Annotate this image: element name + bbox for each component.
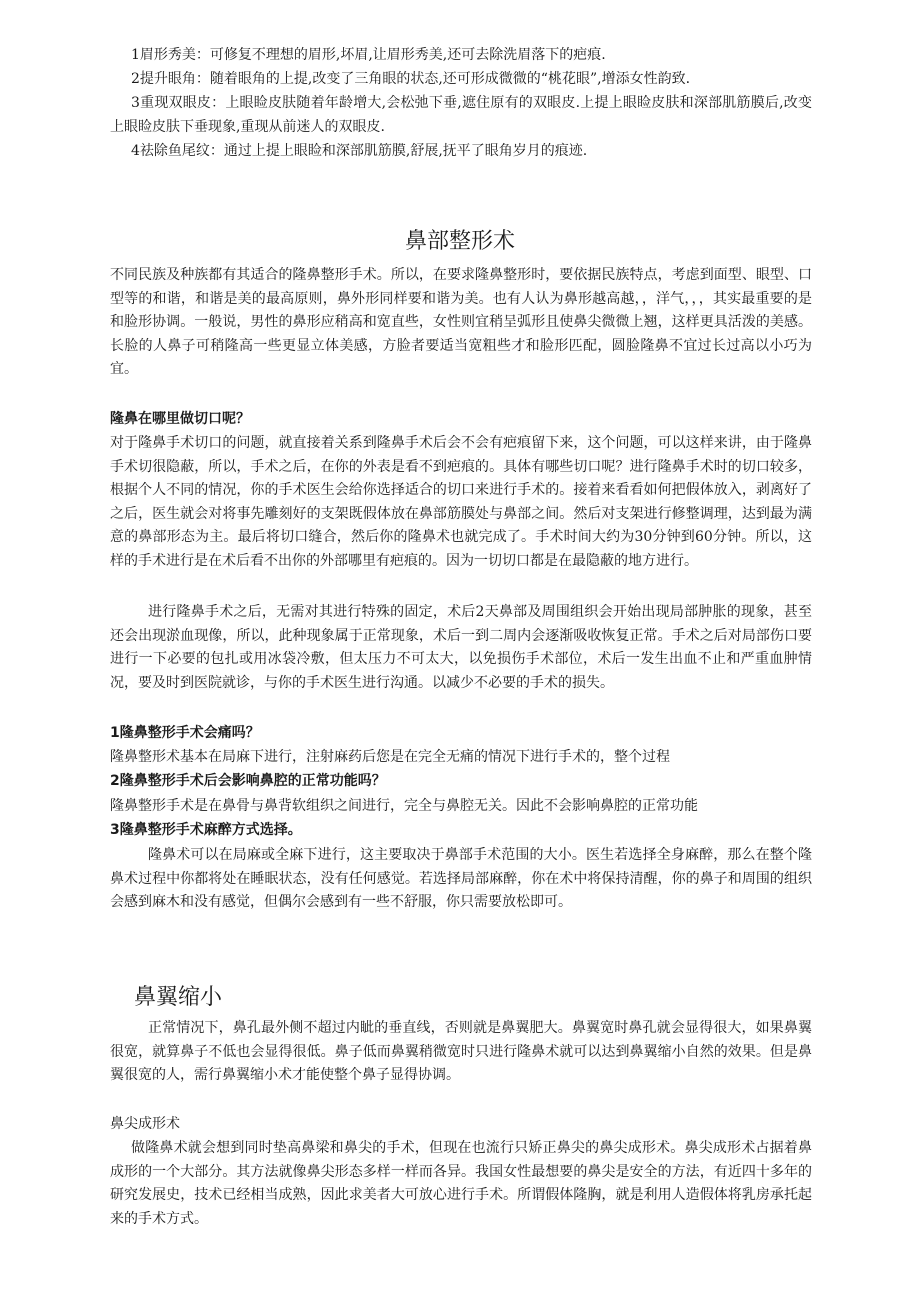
section-title-rhinoplasty: 鼻部整形术 (404, 229, 515, 254)
faq1-answer: 隆鼻整形术基本在局麻下进行，注射麻药后您是在完全无痛的情况下进行手术的，整个过程 (110, 749, 670, 765)
faq2-question: 2隆鼻整形手术后会影响鼻腔的正常功能吗？ (110, 773, 386, 789)
tip-plasty-heading: 鼻尖成形术 (110, 1116, 180, 1132)
faq3-answer: 隆鼻术可以在局麻或全麻下进行，这主要取决于鼻部手术范围的大小。医生若选择全身麻醉，那么在整个隆鼻术过程中你都将处在睡眠状态，没有任何感觉。若选择局部麻醉，你在术中将保持清醒，你的鼻子和周围的组织会感到麻木和没有感觉，但偶尔会感到有一些不舒服，你只需要放松即可。 (110, 847, 812, 910)
faq1-question: 1隆鼻整形手术会痛吗？ (110, 725, 260, 741)
incision-question-heading: 隆鼻在哪里做切口呢？ (110, 411, 250, 427)
intro-item-3: 3重现双眼皮：上眼睑皮肤随着年龄增大,会松弛下垂,遮住原有的双眼皮.上提上眼睑皮肤和深部肌筋膜后,改变上眼睑皮肤下垂现象,重现从前迷人的双眼皮. (110, 95, 812, 135)
tip-plasty-paragraph: 做隆鼻术就会想到同时垫高鼻梁和鼻尖的手术，但现在也流行只矫正鼻尖的鼻尖成形术。鼻尖成形术占据着鼻成形的一个大部分。其方法就像鼻尖形态多样一样而各异。我国女性最想要的鼻尖是安全的方法，有近四十多年的研究发展史，技术已经相当成熟，因此求美者大可放心进行手术。所谓假体隆胸，就是利用人造假体将乳房承托起来的手术方式。 (110, 1140, 812, 1227)
incision-answer-paragraph: 对于隆鼻手术切口的问题，就直接着关系到隆鼻手术后会不会有疤痕留下来，这个问题，可以这样来讲，由于隆鼻手术切很隐蔽，所以，手术之后，在你的外表是看不到疤痕的。具体有哪些切口呢？进行隆鼻手术时的切口较多，根据个人不同的情况，你的手术医生会给你选择适合的切口来进行手术的。接着来看看如何把假体放入，剥离好了之后，医生就会对将事先雕刻好的支架既假体放在鼻部筋膜处与鼻部之间。然后对支架进行修整调理，达到最为满意的鼻部形态为主。最后将切口缝合，然后你的隆鼻术也就完成了。手术时间大约为30分钟到60分钟。所以，这样的手术进行是在术后看不出你的外部哪里有疤痕的。因为一切切口都是在最隐蔽的地方进行。 (110, 435, 812, 569)
intro-item-2: 2提升眼角：随着眼角的上提,改变了三角眼的状态,还可形成微微的“桃花眼”,增添女性韵致. (131, 71, 691, 87)
alar-reduction-paragraph: 正常情况下，鼻孔最外侧不超过内眦的垂直线，否则就是鼻翼肥大。鼻翼宽时鼻孔就会显得很大，如果鼻翼很宽，就算鼻子不低也会显得很低。鼻子低而鼻翼稍微宽时只进行隆鼻术就可以达到鼻翼缩小自然的效果。但是鼻翼很宽的人，需行鼻翼缩小术才能使整个鼻子显得协调。 (110, 1020, 812, 1083)
faq3-question: 3隆鼻整形手术麻醉方式选择。 (110, 822, 302, 838)
section-title-alar-reduction: 鼻翼缩小 (134, 985, 223, 1010)
intro-item-4: 4祛除鱼尾纹：通过上提上眼睑和深部肌筋膜,舒展,抚平了眼角岁月的痕迹. (131, 143, 588, 159)
intro-item-1: 1眉形秀美：可修复不理想的眉形,坏眉,让眉形秀美,还可去除洗眉落下的疤痕. (131, 47, 606, 63)
rhinoplasty-intro-paragraph: 不同民族及种族都有其适合的隆鼻整形手术。所以，在要求隆鼻整形时，要依据民族特点，考虑到面型、眼型、口型等的和谐，和谐是美的最高原则，鼻外形同样要和谐为美。也有人认为鼻形越高越，，洋气，，，其实最重要的是和脸形协调。一般说，男性的鼻形应稍高和宽直些，女性则宜稍呈弧形且使鼻尖微微上翘，这样更具活泼的美感。长脸的人鼻子可稍隆高一些更显立体美感，方脸者要适当宽粗些才和脸形匹配，圆脸隆鼻不宜过长过高以小巧为宜。 (110, 267, 812, 377)
after-care-paragraph: 进行隆鼻手术之后，无需对其进行特殊的固定，术后2天鼻部及周围组织会开始出现局部肿胀的现象，甚至还会出现淤血现像，所以，此种现象属于正常现象，术后一到二周内会逐渐吸收恢复正常。手术之后对局部伤口要进行一下必要的包扎或用冰袋冷敷，但太压力不可太大，以免损伤手术部位，术后一发生出血不止和严重血肿情况，要及时到医院就诊，与你的手术医生进行沟通。以减少不必要的手术的损失。 (110, 604, 812, 691)
faq2-answer: 隆鼻整形手术是在鼻骨与鼻背软组织之间进行，完全与鼻腔无关。因此不会影响鼻腔的正常功能 (110, 798, 698, 814)
